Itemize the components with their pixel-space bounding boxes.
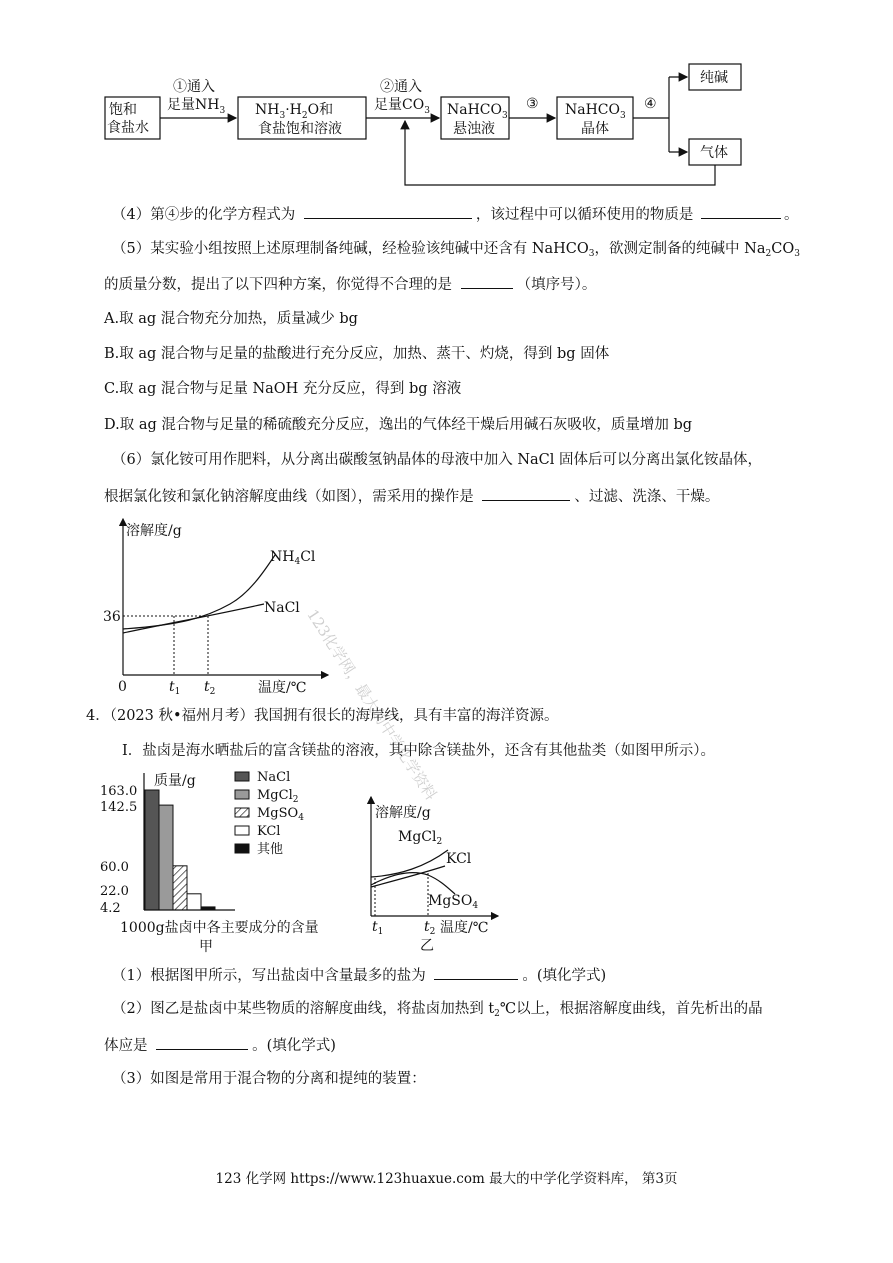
flow-step1-line1: ①通入 — [173, 79, 215, 95]
solubility-chart-mgcl2-kcl-mgso4 — [360, 795, 520, 955]
answer-blank-unreasonable[interactable] — [461, 273, 513, 289]
bar-ylabel: 质量/g — [154, 773, 196, 789]
yi-label-kcl: KCl — [446, 851, 472, 867]
chart1-label-nacl: NaCl — [264, 600, 300, 616]
bar-ytick-label: 60.0 — [100, 859, 129, 875]
flow-box1-line1: 饱和 — [109, 102, 137, 118]
bar-MgCl2 — [159, 805, 173, 910]
bar-chart-brine-composition — [100, 765, 360, 960]
bar-caption: 甲 — [199, 939, 213, 955]
legend-swatch-KCl — [235, 826, 249, 835]
bar-title: 1000g盐卤中各主要成分的含量 — [120, 920, 319, 936]
flow-box2-line1: $NH_3\cdot H_2O$和 — [255, 102, 334, 121]
q5-option-b: B.取 ag 混合物与足量的盐酸进行充分反应，加热、蒸干、灼烧，得到 bg 固体 — [104, 346, 610, 362]
page-footer: 123 化学网 https://www.123huaxue.com 最大的中学化学资料库， 第3页 — [215, 1171, 678, 1187]
q6-line2: 根据氯化铵和氯化钠溶解度曲线（如图），需采用的操作是 、过滤、洗涤、干燥。 — [104, 485, 719, 507]
chart1-t1: $t_1$ — [169, 679, 181, 697]
flow-box3-line2: 悬浊液 — [453, 121, 495, 137]
answer-blank-recycle[interactable] — [701, 203, 781, 219]
bars-group — [145, 790, 215, 910]
chart1-origin: 0 — [118, 679, 127, 695]
bar-MgSO4 — [173, 866, 187, 910]
q4-equation-line: （4）第④步的化学方程式为 ，该过程中可以循环使用的物质是 。 — [112, 203, 798, 225]
bar-ytick-label: 142.5 — [100, 800, 138, 816]
bar-ytick-label: 163.0 — [100, 784, 138, 799]
chart1-xlabel: 温度/℃ — [258, 680, 307, 696]
answer-blank-equation[interactable] — [304, 203, 472, 219]
yi-label-mgso4: MgSO$_4$ — [428, 893, 479, 911]
q5-line1: （5）某实验小组按照上述原理制备纯碱，经检验该纯碱中还含有 NaHCO$_3$，欲测定制备的纯碱中 $Na_2CO_3$ — [112, 241, 800, 259]
yi-xlabel: 温度/℃ — [440, 920, 489, 936]
q4-part2-line2: 体应是 。(填化学式) — [104, 1034, 336, 1056]
flow-box6: 气体 — [700, 145, 728, 161]
flow-box4-line2: 晶体 — [581, 121, 609, 137]
legend-swatch-MgSO4 — [235, 808, 249, 817]
answer-blank-most-salt[interactable] — [434, 964, 518, 980]
legend-swatch-其他 — [235, 844, 249, 853]
q6-line1: （6）氯化铵可用作肥料，从分离出碳酸氢钠晶体的母液中加入 NaCl 固体后可以分离出氯化铵晶体， — [112, 452, 763, 468]
q5-option-d: D.取 ag 混合物与足量的稀硫酸充分反应，逸出的气体经干燥后用碱石灰吸收，质量增加 bg — [104, 417, 693, 433]
process-flow-diagram — [95, 55, 795, 195]
circled-4: ④ — [164, 207, 180, 223]
yi-ylabel: 溶解度/g — [375, 805, 431, 821]
solubility-chart-nh4cl-nacl — [100, 515, 340, 700]
legend-swatch-NaCl — [235, 772, 249, 781]
watermark: 123化学网，最大的中学化学资料 — [303, 606, 441, 804]
flow-box1-line2: 食盐水 — [107, 120, 149, 136]
chart1-label-nh4cl: $NH_4Cl$ — [270, 549, 316, 567]
q5-line2: 的质量分数，提出了以下四种方案，你觉得不合理的是 （填序号）。 — [104, 273, 596, 295]
flow-step2-line2: 足量$CO_3$ — [374, 97, 430, 116]
flow-box5: 纯碱 — [700, 70, 728, 86]
flow-step1-line2: 足量$NH_3$ — [167, 97, 226, 116]
problem4-title: 4．（2023 秋•福州月考）我国拥有很长的海岸线，具有丰富的海洋资源。 — [86, 708, 559, 724]
yi-caption: 乙 — [420, 938, 434, 954]
answer-blank-first-crystal[interactable] — [156, 1034, 248, 1050]
legend-label-其他: 其他 — [257, 842, 284, 857]
q5-option-c: C.取 ag 混合物与足量 NaOH 充分反应，得到 bg 溶液 — [104, 381, 462, 397]
flow-box4-line1: NaHCO$_3$ — [565, 102, 626, 121]
answer-blank-operation[interactable] — [482, 485, 570, 501]
legend-label-KCl: KCl — [257, 824, 281, 839]
flow-step4: ④ — [644, 96, 657, 112]
yi-t1: $t_1$ — [372, 919, 384, 937]
nacl-curve — [123, 604, 264, 633]
legend-label-MgSO4: MgSO$_4$ — [257, 806, 304, 823]
q4-part1: （1）根据图甲所示，写出盐卤中含量最多的盐为 。(填化学式) — [112, 964, 606, 986]
bar-NaCl — [145, 790, 159, 910]
q5-option-a: A.取 ag 混合物充分加热，质量减少 bg — [104, 311, 358, 327]
kcl-curve — [371, 866, 445, 887]
yi-label-mgcl2: MgCl$_2$ — [398, 829, 443, 847]
bar-KCl — [187, 894, 201, 910]
legend-label-MgCl2: MgCl$_2$ — [257, 788, 299, 805]
flow-box3-line1: NaHCO$_3$ — [447, 102, 508, 121]
flow-box2-line2: 食盐饱和溶液 — [258, 121, 342, 137]
bar-ytick-label: 4.2 — [100, 901, 121, 916]
bar-ytick-label: 22.0 — [100, 883, 129, 899]
q4-part2-line1: （2）图乙是盐卤中某些物质的溶解度曲线，将盐卤加热到 $t_2℃$以上，根据溶解度曲线，首先析出的晶 — [112, 1001, 763, 1019]
yi-t2: $t_2$ — [424, 919, 436, 937]
flow-step2-line1: ②通入 — [380, 79, 422, 95]
legend-swatch-MgCl2 — [235, 790, 249, 799]
q4-part3: （3）如图是常用于混合物的分离和提纯的装置： — [112, 1071, 426, 1087]
chart1-ylabel: 溶解度/g — [126, 523, 182, 539]
chart1-t2: $t_2$ — [204, 679, 216, 697]
problem4-intro: Ⅰ．盐卤是海水晒盐后的富含镁盐的溶液，其中除含镁盐外，还含有其他盐类（如图甲所示）。 — [122, 743, 715, 759]
flow-step3: ③ — [526, 96, 539, 112]
legend-label-NaCl: NaCl — [257, 770, 291, 785]
chart1-ytick-36: 36 — [103, 609, 121, 625]
